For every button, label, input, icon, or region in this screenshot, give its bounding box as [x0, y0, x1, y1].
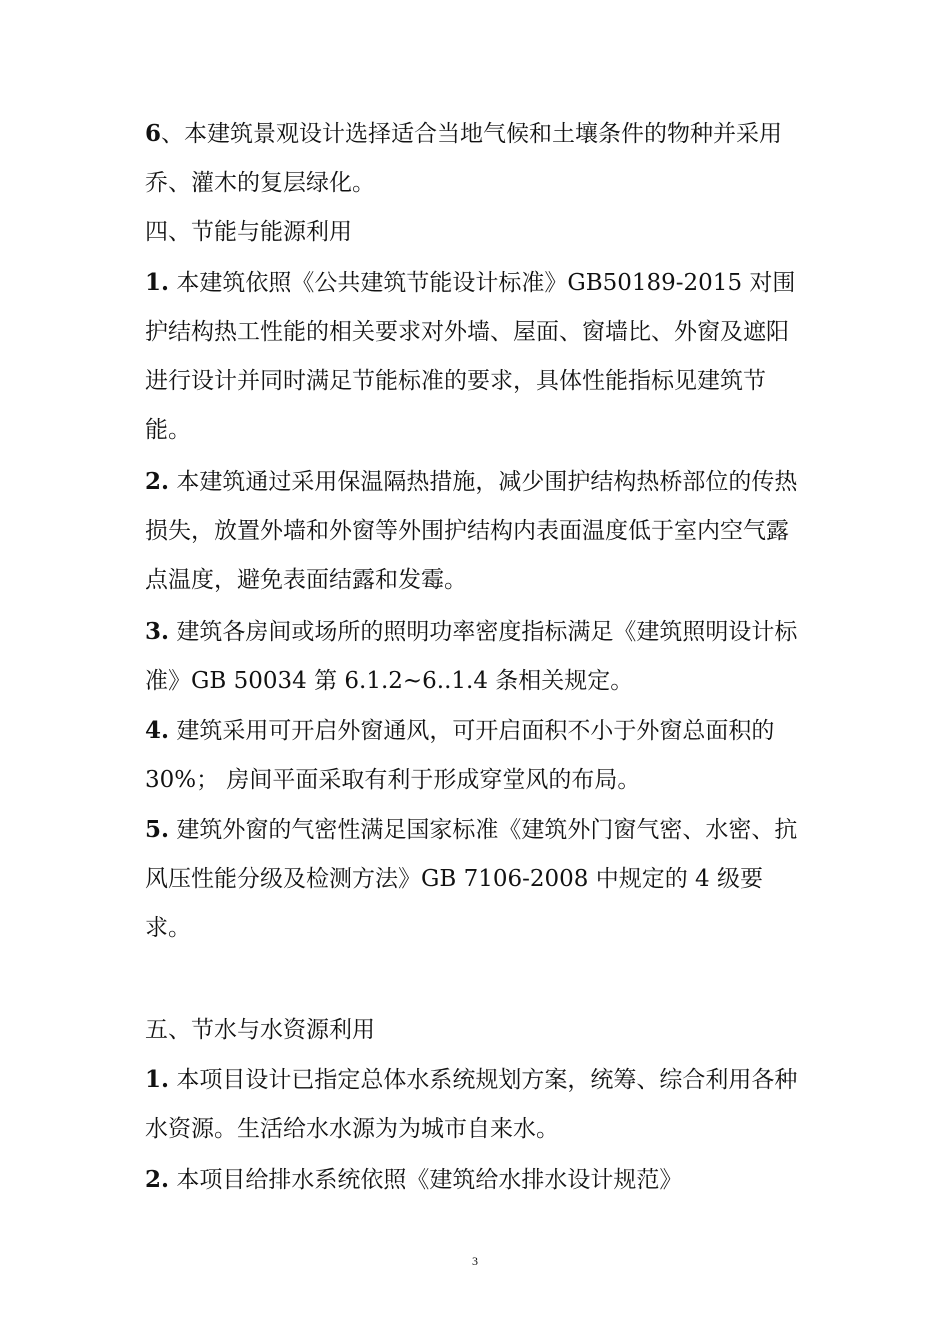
paragraph-text: 本建筑依照《公共建筑节能设计标准》GB50189-2015 对围护结构热工性能的相关要求对外墙、屋面、窗墙比、外窗及遮阳进行设计并同时满足节能标准的要求，具体性能指标见建筑节能。	[145, 270, 796, 443]
paragraph-text: 本建筑通过采用保温隔热措施，减少围护结构热桥部位的传热损失，放置外墙和外窗等外围护结构内表面温度低于室内空气露点温度，避免表面结露和发霉。	[145, 469, 798, 593]
paragraph-text: 、本建筑景观设计选择适合当地气候和土壤条件的物种并采用乔、灌木的复层绿化。	[145, 121, 783, 196]
paragraph-envelope-standard	[145, 258, 807, 455]
paragraph-text: 本项目设计已指定总体水系统规划方案，统筹、综合利用各种水资源。生活给水水源为为城市自来水。	[145, 1067, 798, 1142]
heading-text: 五、节水与水资源利用	[145, 1017, 375, 1043]
paragraph-insulation	[145, 457, 807, 605]
paragraph-text: 建筑外窗的气密性满足国家标准《建筑外门窗气密、水密、抗风压性能分级及检测方法》GB 7106-2008 中规定的 4 级要求。	[145, 817, 798, 941]
paragraph-number: 1.	[145, 1066, 170, 1093]
paragraph-number: 4.	[145, 717, 170, 744]
paragraph-drainage-system	[145, 1155, 807, 1205]
heading-text: 四、节能与能源利用	[145, 219, 352, 245]
paragraph-airtightness	[145, 805, 807, 953]
paragraph-landscape-greening	[145, 109, 807, 208]
paragraph-water-planning	[145, 1055, 807, 1154]
paragraph-number: 5.	[145, 816, 170, 843]
paragraph-number: 6	[145, 120, 162, 147]
paragraph-lighting	[145, 607, 807, 706]
paragraph-number: 2.	[145, 1166, 170, 1193]
paragraph-number: 1.	[145, 269, 170, 296]
section-heading-energy	[145, 207, 807, 257]
paragraph-number: 2.	[145, 468, 170, 495]
paragraph-ventilation	[145, 706, 807, 805]
page-number: 3	[472, 1254, 478, 1268]
paragraph-text: 建筑采用可开启外窗通风，可开启面积不小于外窗总面积的 30%； 房间平面采取有利于形成穿堂风的布局。	[145, 718, 775, 793]
paragraph-number: 3.	[145, 618, 170, 645]
section-heading-water	[145, 1005, 807, 1055]
paragraph-text: 建筑各房间或场所的照明功率密度指标满足《建筑照明设计标准》GB 50034 第 6.1.2~6..1.4 条相关规定。	[145, 619, 798, 694]
paragraph-text: 本项目给排水系统依照《建筑给水排水设计规范》	[169, 1167, 683, 1193]
